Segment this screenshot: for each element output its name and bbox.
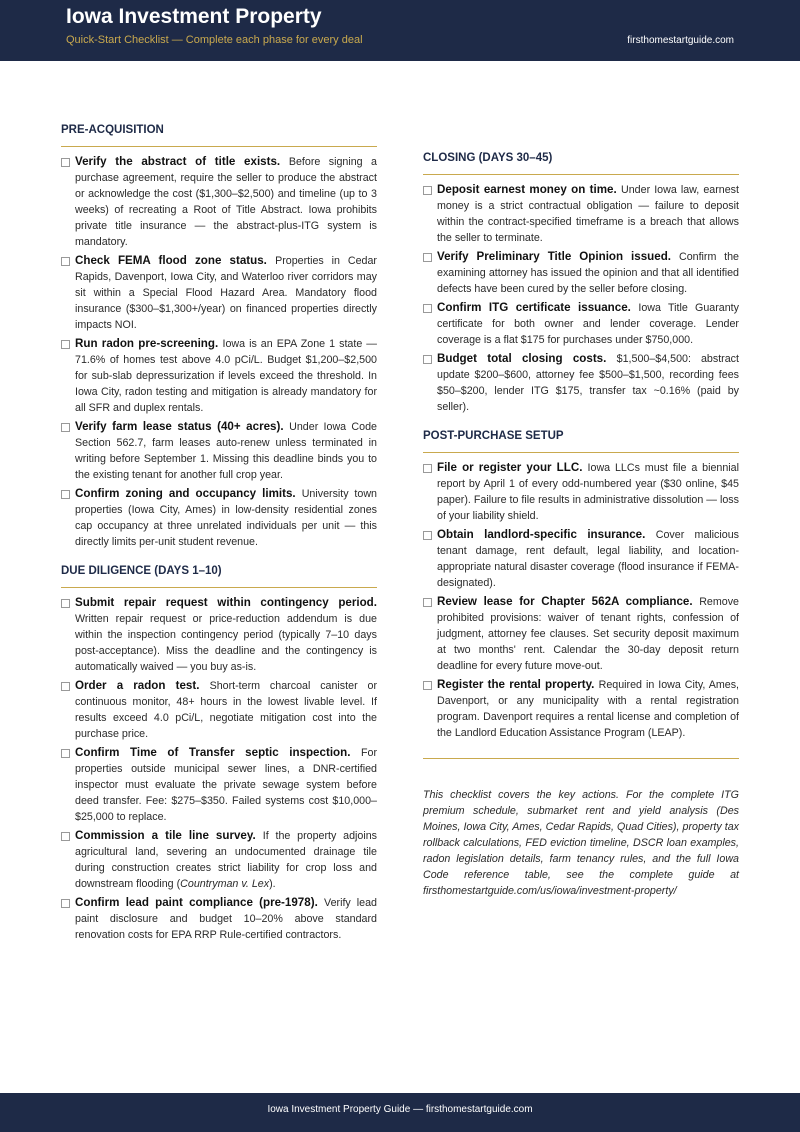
header-site-link[interactable]: firsthomestartguide.com — [627, 35, 734, 46]
section-title-due-diligence: DUE DILIGENCE (DAYS 1–10) — [61, 565, 222, 577]
section-title-closing: CLOSING (DAYS 30–45) — [423, 152, 553, 164]
item-body: Written repair request or price-reduction addendum is due within the inspection contingency period (typically 7–10 days post-acceptance). Miss the deadline and the contingency is automatically waived — you buy as-is. — [75, 613, 377, 673]
item-body: Confirm the examining attorney has issued the opinion and that all identified defects have been cured by the seller before closing. — [437, 251, 739, 295]
item-title: File or register your LLC. — [437, 461, 588, 474]
checklist-item — [61, 745, 377, 825]
checklist-item — [423, 677, 739, 741]
right-column — [423, 120, 739, 899]
checklist-item — [61, 154, 377, 250]
item-body: If the property adjoins agricultural land, severing an undocumented drainage tile during construction creates strict liability for crop loss and downstream flooding ( — [75, 830, 377, 890]
item-title: Verify farm lease status (40+ acres). — [75, 420, 290, 433]
checklist-item — [61, 336, 377, 416]
checkbox-icon[interactable] — [423, 598, 432, 607]
item-body: Verify lead paint disclosure and budget 10–20% above standard renovation costs for EPA RRP Rule-certified contractors. — [75, 897, 377, 941]
page-header — [0, 0, 800, 61]
item-title: Confirm lead paint compliance (pre-1978). — [75, 896, 325, 909]
item-title: Check FEMA flood zone status. — [75, 254, 276, 267]
checklist-item — [61, 895, 377, 943]
checklist-item — [423, 594, 739, 674]
checklist-item — [61, 828, 377, 892]
section-title-pre-acquisition: PRE-ACQUISITION — [61, 124, 164, 136]
checklist-item — [423, 249, 739, 297]
item-title: Confirm zoning and occupancy limits. — [75, 487, 302, 500]
checkbox-icon[interactable] — [61, 749, 70, 758]
checkbox-icon[interactable] — [61, 899, 70, 908]
item-body: Before signing a purchase agreement, require the seller to produce the abstract or acknowledge the cost ($1,300–$2,500) and timeline (up to 3 weeks) of recreating a Root of Title Abstract. Iowa prohibits private title insurance — the abstract-plus-ITG system is mandatory. — [75, 156, 377, 248]
item-title: Commission a tile line survey. — [75, 829, 263, 842]
item-title: Submit repair request within contingency period. — [75, 596, 377, 609]
checklist-item — [61, 419, 377, 483]
item-body-tail: ). — [269, 878, 276, 890]
checklist-item — [61, 486, 377, 550]
case-citation: Countryman v. Lex — [180, 878, 270, 890]
checklist-item — [61, 678, 377, 742]
checkbox-icon[interactable] — [61, 340, 70, 349]
checklist-item — [423, 182, 739, 246]
checklist-item — [61, 595, 377, 675]
item-title: Run radon pre-screening. — [75, 337, 223, 350]
checklist-item — [61, 253, 377, 333]
item-body: Iowa LLCs must file a biennial report by April 1 of every odd-numbered year ($30 online, $45 paper). Failure to file results in administrative dissolution — loss of your liability shield. — [437, 462, 739, 522]
item-body: Iowa Title Guaranty certificate for both owner and lender coverage. Lender coverage is a flat $175 for purchases under $750,000. — [437, 302, 739, 346]
checkbox-icon[interactable] — [423, 681, 432, 690]
item-title: Register the rental property. — [437, 678, 599, 691]
checkbox-icon[interactable] — [61, 599, 70, 608]
item-body: Short-term charcoal canister or continuous monitor, 48+ hours in the lowest livable level. If results exceed 4.0 pCi/L, negotiate mitigation cost into the purchase price. — [75, 680, 377, 740]
item-body: Properties in Cedar Rapids, Davenport, Iowa City, and Waterloo river corridors may sit within a Special Flood Hazard Area. Mandatory flood insurance ($300–$1,300+/year) on financed properties directly impacts NOI. — [75, 255, 377, 331]
checklist-item — [423, 527, 739, 591]
section-rule — [61, 587, 377, 588]
left-column — [61, 120, 377, 946]
closing-note: This checklist covers the key actions. For the complete ITG premium schedule, submarket rent and yield analysis (Des Moines, Iowa City, Ames, Cedar Rapids, Quad Cities), property tax rollback calculations, FED eviction timeline, DSCR loan examples, radon legislation details, farm tenancy rules, and the full Iowa Code reference table, see the complete guide at firsthomestartguide.com/us/iowa/investment-property/ — [423, 789, 739, 897]
item-title: Budget total closing costs. — [437, 352, 617, 365]
item-title: Verify Preliminary Title Opinion issued. — [437, 250, 679, 263]
checkbox-icon[interactable] — [423, 531, 432, 540]
section-rule — [61, 146, 377, 147]
page-subtitle: Quick-Start Checklist — Complete each phase for every deal — [66, 34, 363, 46]
item-body: Under Iowa law, earnest money is a strict contractual obligation — failure to deposit within the contract-specified timeframe is a breach that allows the seller to terminate. — [437, 184, 739, 244]
item-body: Iowa is an EPA Zone 1 state — 71.6% of homes test above 4.0 pCi/L. Budget $1,200–$2,500 for sub-slab depressurization if levels exceed the threshold. In Iowa City, radon testing and mitigation is already mandatory for all SFR and duplex rentals. — [75, 338, 377, 414]
item-body: Remove prohibited provisions: waiver of tenant rights, confession of judgment, attorney fee clauses. Set security deposit maximum at two months' rent. Calendar the 30-day deposit return deadline for every future move-out. — [437, 596, 739, 672]
item-title: Order a radon test. — [75, 679, 210, 692]
checkbox-icon[interactable] — [423, 253, 432, 262]
checkbox-icon[interactable] — [423, 355, 432, 364]
checklist-item — [423, 460, 739, 524]
checklist-item — [423, 300, 739, 348]
item-body: Required in Iowa City, Ames, Davenport, or any municipality with a rental registration program. Davenport requires a rental license and completion of the Landlord Education Assistance Program (LEAP). — [437, 679, 740, 739]
section-title-post-purchase: POST-PURCHASE SETUP — [423, 430, 564, 442]
item-body: Cover malicious tenant damage, rent default, legal liability, and location-appropriate natural disaster coverage (flood insurance if FEMA-designated). — [437, 529, 739, 589]
checkbox-icon[interactable] — [423, 304, 432, 313]
checkbox-icon[interactable] — [61, 158, 70, 167]
item-title: Confirm Time of Transfer septic inspection. — [75, 746, 361, 759]
checkbox-icon[interactable] — [423, 464, 432, 473]
page-title: Iowa Investment Property — [66, 5, 322, 28]
item-body: University town properties (Iowa City, Ames) in low-density residential zones cap occupancy at three unrelated individuals per unit — this directly limits per-unit student revenue. — [75, 488, 377, 548]
item-body: Under Iowa Code Section 562.7, farm leases auto-renew unless terminated in writing before September 1. Missing this deadline binds you to the existing tenant for another full crop year. — [75, 421, 377, 481]
checkbox-icon[interactable] — [423, 186, 432, 195]
item-title: Verify the abstract of title exists. — [75, 155, 289, 168]
checkbox-icon[interactable] — [61, 682, 70, 691]
item-title: Deposit earnest money on time. — [437, 183, 622, 196]
item-body: For properties outside municipal sewer lines, a DNR-certified inspector must evaluate the private sewage system before deed transfer. Fee: $275–$350. Failed systems cost $10,000–$25,000 to replace. — [75, 747, 377, 823]
checkbox-icon[interactable] — [61, 257, 70, 266]
note-divider — [423, 758, 739, 759]
section-rule — [423, 452, 739, 453]
checkbox-icon[interactable] — [61, 423, 70, 432]
item-body: $1,500–$4,500: abstract update $200–$600, attorney fee $500–$1,500, recording fees $50–$200, lender ITG $175, transfer tax ~0.16% (paid by seller). — [437, 353, 739, 413]
checkbox-icon[interactable] — [61, 490, 70, 499]
item-title: Review lease for Chapter 562A compliance. — [437, 595, 700, 608]
item-title: Obtain landlord-specific insurance. — [437, 528, 656, 541]
item-title: Confirm ITG certificate issuance. — [437, 301, 639, 314]
checklist-item — [423, 351, 739, 415]
page-footer: Iowa Investment Property Guide — firsthomestartguide.com — [0, 1093, 800, 1132]
section-rule — [423, 174, 739, 175]
checkbox-icon[interactable] — [61, 832, 70, 841]
